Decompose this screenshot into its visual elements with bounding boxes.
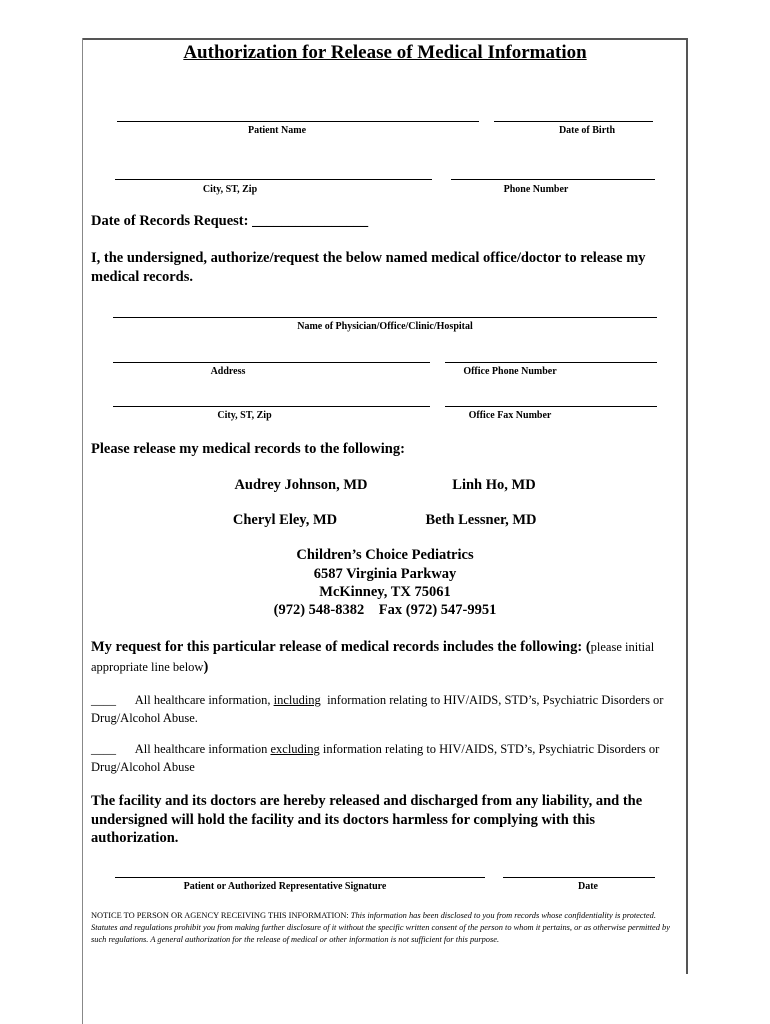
option-text: information relating to HIV/AIDS, STD’s, Psychiatric Disorders or Drug/Alcohol Abuse: [91, 742, 660, 774]
physician-city-line[interactable]: [113, 406, 430, 407]
physician-name-label: Name of Physician/Office/Clinic/Hospital: [297, 321, 473, 332]
office-phone-label: Office Phone Number: [463, 366, 557, 377]
initial-blank[interactable]: ____: [91, 742, 116, 756]
option-text: All healthcare information,: [134, 693, 271, 707]
form-title: Authorization for Release of Medical Information: [183, 42, 587, 63]
records-request-date: Date of Records Request: ________________: [91, 213, 369, 229]
patient-name-line[interactable]: [117, 121, 479, 122]
liability-statement: The facility and its doctors are hereby released and discharged from any liability, and the undersigned will hold the facility and its doctors harmless for complying with this authorization.: [91, 793, 643, 846]
option-excluding: [91, 740, 676, 776]
office-fax-label: Office Fax Number: [468, 410, 552, 421]
request-intro: My request for this particular release of medical records includes the following: (: [91, 639, 591, 655]
practice-street: 6587 Virginia Parkway: [313, 566, 457, 582]
practice-name: Children’s Choice Pediatrics: [296, 547, 474, 563]
initial-blank[interactable]: ____: [91, 693, 116, 707]
practice-contact: [235, 602, 535, 619]
office-fax-line[interactable]: [445, 406, 657, 407]
request-scope-statement: [91, 637, 676, 677]
doctor-name: Audrey Johnson, MD: [234, 477, 368, 493]
date-of-birth-line[interactable]: [494, 121, 653, 122]
option-text: information relating to HIV/AIDS, STD’s, Psychiatric Disorders or Drug/Alcohol Abuse.: [91, 693, 664, 725]
patient-city-line[interactable]: [115, 179, 432, 180]
notice-text: This information has been disclosed to you from records whose confidentiality is protected. Statutes and regulations prohibit you from making further disclosure of it without the specific written consent of the person to whom it pertains, or as otherwise permitted by such regulations. A general authorization for the release of medical or other information is not sufficient for this purpose.: [91, 911, 670, 944]
physician-city-label: City, ST, Zip: [217, 410, 272, 421]
practice-phone: (972) 548-8382: [273, 602, 365, 618]
signature-date-line[interactable]: [503, 877, 655, 878]
option-emphasis: excluding: [270, 742, 320, 756]
option-including: [91, 691, 676, 727]
notice-heading: NOTICE TO PERSON OR AGENCY RECEIVING THIS INFORMATION:: [91, 911, 349, 920]
signature-date-label: Date: [578, 881, 598, 892]
patient-city-label: City, ST, Zip: [202, 184, 258, 195]
physician-name-line[interactable]: [113, 317, 657, 318]
practice-fax: Fax (972) 547-9951: [378, 602, 497, 618]
doctor-name: Cheryl Eley, MD: [232, 512, 338, 528]
patient-name-label: Patient Name: [247, 125, 307, 136]
patient-phone-label: Phone Number: [503, 184, 569, 195]
option-emphasis: including: [273, 693, 321, 707]
request-note: please initial appropriate line below: [91, 640, 655, 674]
doctor-name: Linh Ho, MD: [452, 477, 536, 493]
physician-address-label: Address: [210, 366, 246, 377]
confidentiality-notice: [91, 910, 681, 946]
option-text: All healthcare information: [134, 742, 268, 756]
patient-phone-line[interactable]: [451, 179, 655, 180]
physician-address-line[interactable]: [113, 362, 430, 363]
release-to-heading: Please release my medical records to the following:: [91, 441, 405, 457]
signature-line[interactable]: [115, 877, 485, 878]
practice-city: McKinney, TX 75061: [319, 584, 451, 600]
authorization-statement: I, the undersigned, authorize/request the below named medical office/doctor to release my medical records.: [91, 250, 646, 285]
page-border-left: [82, 38, 83, 1024]
page-border-top: [82, 38, 688, 40]
office-phone-line[interactable]: [445, 362, 657, 363]
request-close: ): [203, 659, 209, 675]
doctor-name: Beth Lessner, MD: [425, 512, 537, 528]
page-border-right: [686, 38, 688, 974]
signature-label: Patient or Authorized Representative Signature: [183, 881, 387, 892]
date-of-birth-label: Date of Birth: [558, 125, 616, 136]
